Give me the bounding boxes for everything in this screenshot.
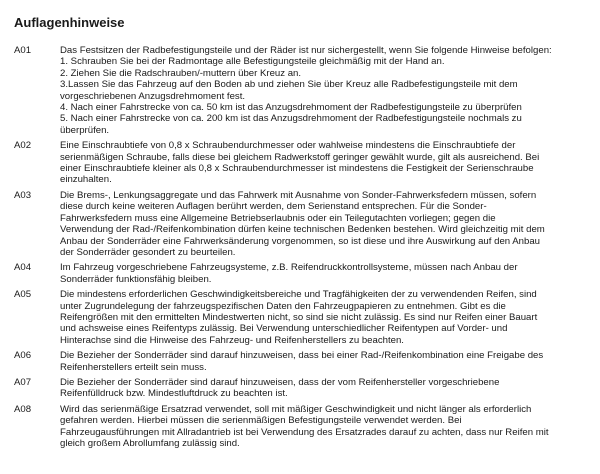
note-a02 bbox=[14, 140, 594, 186]
note-line: Die Brems-, Lenkungsaggregate und das Fahrwerk mit Ausnahme von Sonder-Fahrwerksfedern müssen, sofern bbox=[60, 189, 537, 201]
note-code: A05 bbox=[14, 289, 32, 301]
note-line: Fahrwerksfedern muss eine Allgemeine Betriebserlaubnis oder ein Teilegutachten vorliegen; gegen die bbox=[60, 212, 496, 224]
note-line: Die mindestens erforderlichen Geschwindigkeitsbereiche und Tragfähigkeiten der zu verwendenden Reifen, sind bbox=[60, 289, 537, 301]
note-line: Reifenherstellers erteilt sein muss. bbox=[60, 361, 207, 373]
note-line: 3.Lassen Sie das Fahrzeug auf den Boden ab und ziehen Sie über Kreuz alle Radbefestigungsteile mit dem bbox=[60, 79, 518, 91]
note-code: A07 bbox=[14, 376, 32, 388]
note-line: serienmäßigen Schraube, falls diese bei gleichem Radwerkstoff geringer gewählt wurde, gilt als ausreichend. Bei bbox=[60, 151, 540, 163]
note-line: Die Bezieher der Sonderräder sind darauf hinzuweisen, dass bei einer Rad-/Reifenkombination eine Freigabe des bbox=[60, 350, 544, 362]
note-line: diese durch keine weiteren Auflagen berührt werden, dem Serienstand entsprechen. Für die Sonder- bbox=[60, 201, 487, 213]
note-text bbox=[60, 377, 594, 400]
note-text bbox=[60, 350, 594, 373]
note-code: A03 bbox=[14, 189, 32, 201]
note-a05 bbox=[14, 289, 594, 346]
note-line: vorgeschriebenen Anzugsdrehmoment fest. bbox=[60, 90, 246, 102]
note-line: Sonderräder funktionsfähig bleiben. bbox=[60, 273, 212, 285]
note-line: 4. Nach einer Fahrstrecke von ca. 50 km ist das Anzugsdrehmoment der Radbefestigungsteile zu überprüfen bbox=[60, 102, 522, 114]
note-line: Im Fahrzeug vorgeschriebene Fahrzeugsysteme, z.B. Reifendruckkontrollsysteme, müssen nach Anbau der bbox=[60, 262, 518, 274]
page-title: Auflagenhinweise bbox=[14, 15, 125, 30]
note-line: Anbau der Sonderräder eine Fahrwerksänderung vorgenommen, so ist diese und ihre Auswirkung auf den Anbau bbox=[60, 235, 540, 247]
note-line: gleich großem Abrollumfang zulässig sind. bbox=[60, 438, 240, 449]
note-a04 bbox=[14, 262, 594, 285]
note-text bbox=[60, 45, 594, 136]
note-line: überprüfen. bbox=[60, 124, 110, 136]
note-line: gefahren werden. Hierbei müssen die serienmäßigen Befestigungsteile verwendet werden. Bei bbox=[60, 415, 462, 427]
note-text bbox=[60, 404, 594, 450]
note-a08 bbox=[14, 404, 594, 450]
note-line: Verwendung der Rad-/Reifenkombination dürfen keine technischen Bedenken bestehen. Wird gleichzeitig mit dem bbox=[60, 224, 545, 236]
note-text bbox=[60, 289, 594, 346]
note-line: Wird das serienmäßige Ersatzrad verwendet, soll mit mäßiger Geschwindigkeit und nicht länger als erforderlich bbox=[60, 403, 532, 415]
note-line: Reifengrößen mit den ermittelten Mindestwerten nicht, so sind sie nicht zulässig. Es sind nur Reifen einer Bauart bbox=[60, 311, 538, 323]
note-line: Fahrzeugausführungen mit Allradantrieb ist bei Verwendung des Ersatzrades darauf zu achten, dass nur Reifen mit bbox=[60, 426, 549, 438]
note-code: A02 bbox=[14, 140, 32, 152]
note-line: 2. Ziehen Sie die Radschrauben/-muttern über Kreuz an. bbox=[60, 67, 302, 79]
note-line: Hinterachse sind die Hinweise des Fahrzeug- und Reifenherstellers zu beachten. bbox=[60, 334, 404, 346]
note-a06 bbox=[14, 350, 594, 373]
note-line: unter Zugrundelegung der fahrzeugspezifischen Daten den Fahrzeugpapieren zu entnehmen. Gibt es die bbox=[60, 300, 506, 312]
note-a03 bbox=[14, 190, 594, 258]
note-a07 bbox=[14, 377, 594, 400]
note-line: Eine Einschraubtiefe von 0,8 x Schraubendurchmesser oder wahlweise mindestens die Einschraubtiefe der bbox=[60, 140, 516, 152]
note-text bbox=[60, 190, 594, 258]
note-line: der Sonderräder gesondert zu beurteilen. bbox=[60, 246, 236, 258]
note-line: 1. Schrauben Sie bei der Radmontage alle Befestigungsteile gleichmäßig mit der Hand an. bbox=[60, 56, 445, 68]
note-line: und achsweise eines Reifentyps zulässig. Bei Verwendung unterschiedlicher Reifentypen auf Vorder- und bbox=[60, 323, 508, 335]
note-line: einer Einschraubtiefe kleiner als 0,8 x Schraubendurchmesser ist mindestens die Festigkeit der Serienschraube bbox=[60, 163, 534, 175]
note-line: Die Bezieher der Sonderräder sind darauf hinzuweisen, dass der vom Reifenhersteller vorgeschriebene bbox=[60, 376, 500, 388]
note-a01 bbox=[14, 45, 594, 136]
note-code: A04 bbox=[14, 262, 32, 274]
note-code: A01 bbox=[14, 45, 32, 56]
note-line: Das Festsitzen der Radbefestigungsteile und der Räder ist nur sichergestellt, wenn Sie folgende Hinweise befolgen: bbox=[60, 45, 552, 56]
note-code: A08 bbox=[14, 403, 32, 415]
note-code: A06 bbox=[14, 350, 32, 362]
note-line: einzuhalten. bbox=[60, 174, 112, 186]
note-text bbox=[60, 140, 594, 186]
note-text bbox=[60, 262, 594, 285]
note-line: 5. Nach einer Fahrstrecke von ca. 200 km ist das Anzugsdrehmoment der Radbefestigungsteile nochmals zu bbox=[60, 113, 522, 125]
note-line: Reifenfülldruck bzw. Mindestluftdruck zu beachten ist. bbox=[60, 388, 288, 400]
